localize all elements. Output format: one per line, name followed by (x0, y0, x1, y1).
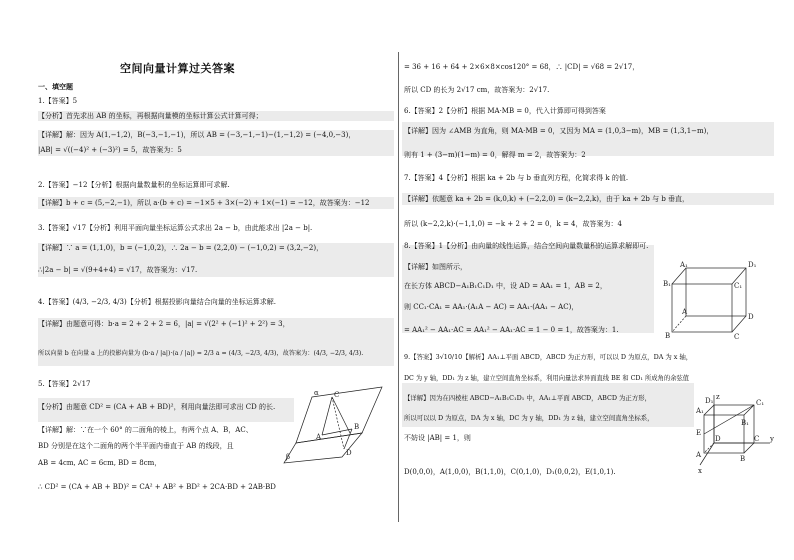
right-line: 则有 1 + (3−m)(1−m) = 0，解得 m = 2，故答案为：2 (404, 151, 586, 159)
right-line: 【详解】如图所示， (404, 263, 467, 271)
fig-label: B₁ (741, 419, 749, 427)
left-line: 【详解】解：因为 A(1,−1,2)，B(−3,−1,−1)，所以 AB = (−3,−1,−1)−(1,−1,2) = (−4,0,−3)， (38, 131, 356, 139)
fig-label: C₁ (756, 399, 765, 407)
fig-label: E (696, 429, 702, 437)
fig-label: y (770, 435, 774, 443)
left-line: ∴|2a − b| = √(9+4+4) = √17，故答案为：√17. (38, 266, 198, 274)
fig-label: A₁ (680, 261, 688, 269)
fig-label: α (314, 389, 319, 397)
prism-figure (696, 395, 776, 475)
fig-label: A₁ (696, 407, 704, 415)
right-line: 9.【答案】3√10/10【解析】AA₁⊥平面 ABCD，ABCD 为正方形，可以以 D 为原点，DA 为 x 轴， (404, 353, 693, 361)
right-line: 【详解】因为 ∠AMB 为直角，则 MA·MB = 0，又因为 MA = (1,0,3−m)，MB = (1,3,1−m)， (404, 127, 714, 135)
right-line: DC 为 y 轴，DD₁ 为 z 轴，建立空间直角坐标系，利用向量法求异面直线 BE 和 CD₁ 所成角的余弦值 (404, 375, 690, 382)
left-line: 【详解】∵ a = (1,1,0)，b = (−1,0,2)，∴ 2a − b = (2,2,0) − (−1,0,2) = (3,2,−2)， (38, 244, 324, 252)
left-line: 1.【答案】5 (38, 97, 78, 105)
right-line: 在长方体 ABCD−A₁B₁C₁D₁ 中，设 AD = AA₁ = 1，AB = 2， (404, 282, 607, 290)
right-line: = AA₁² − AA₁·AC = AA₁² − AA₁·AC = 1 − 0 = 1，故答案为：1. (404, 326, 619, 334)
left-line: 【详解】由题意可得：b·a = 2 + 2 + 2 = 6，|a| = √(2² + (−1)² + 2²) = 3， (38, 320, 290, 328)
fig-label: D₁ (748, 261, 757, 269)
fig-label: x (698, 467, 702, 475)
right-line: 不妨设 |AB| = 1，则 (404, 434, 471, 442)
fig-label: D₁ (705, 397, 714, 405)
right-line: 则 CC₁·CA₁ = AA₁·(A₁A − AC) = AA₁·(AA₁ − AC)， (404, 303, 579, 311)
left-line: 【详解】b + c = (5,−2,−1)，所以 a·(b + c) = −1×5 + 3×(−2) + 1×(−1) = −12，故答案为：−12 (38, 199, 370, 207)
section-heading: 一、填空题 (38, 82, 73, 91)
fig-label: C (734, 333, 740, 341)
right-line: = 36 + 16 + 64 + 2×6×8×cos120° = 68，∴ |CD| = √68 = 2√17， (404, 63, 640, 71)
left-line: 【分析】由题意 CD² = (CA + AB + BD)²，利用向量法即可求出 CD 的长. (38, 403, 276, 411)
fig-label: B₁ (663, 280, 671, 288)
fig-label: z (716, 393, 720, 401)
fig-label: C₁ (734, 282, 743, 290)
right-line: 所以 CD 的长为 2√17 cm，故答案为：2√17. (404, 86, 550, 94)
fig-label: A (682, 308, 688, 316)
dihedral-figure (286, 385, 390, 465)
fig-label: B (665, 332, 671, 340)
right-line: 所以可以以 D 为原点，DA 为 x 轴，DC 为 y 轴，DD₁ 为 z 轴，建立空间直角坐标系， (404, 414, 654, 422)
fig-label: C (754, 435, 760, 443)
column-divider (398, 52, 399, 522)
page-title: 空间向量计算过关答案 (120, 62, 235, 75)
left-line: 【分析】首先求出 AB 的坐标，再根据向量模的坐标计算公式计算可得； (38, 112, 263, 120)
left-line: ∴ CD² = (CA + AB + BD)² = CA² + AB² + BD² + 2CA·BD + 2AB·BD (38, 483, 276, 491)
left-line: 3.【答案】√17【分析】利用平面向量坐标运算公式求出 2a − b，由此能求出 |2a − b|. (38, 224, 313, 232)
right-line: 所以 (k−2,2,k)·(−1,1,0) = −k + 2 + 2 = 0，k = 4，故答案为：4 (404, 220, 622, 228)
fig-label: D (346, 449, 352, 457)
fig-label: B (354, 423, 360, 431)
fig-label: A (316, 433, 322, 441)
fig-label: β (286, 453, 291, 461)
right-line: D(0,0,0)，A(1,0,0)，B(1,1,0)，C(0,1,0)，D₁(0,0,2)，E(1,0,1). (404, 468, 616, 476)
fig-label: B (740, 455, 746, 463)
fig-label: A (696, 451, 702, 459)
fig-label: C (334, 391, 340, 399)
right-line: 6.【答案】2【分析】根据 MA·MB = 0，代入计算即可得到答案 (404, 107, 606, 115)
left-line: 【详解】解：∵在一个 60° 的二面角的棱上，有两个点 A、B，AC、 (38, 426, 253, 434)
right-line: 【详解】依题意 ka + 2b = (k,0,k) + (−2,2,0) = (k−2,2,k)，由于 ka + 2b 与 b 垂直， (404, 195, 690, 203)
left-line: |AB| = √((−4)² + (−3)²) = 5，故答案为：5 (38, 146, 182, 154)
left-line: 所以向量 b 在向量 a 上的投影向量为 (b·a / |a|)·(a / |a|) = 2/3 a = (4/3, −2/3, 4/3)，故答案为：(4/3, −2/3, 4/3). (38, 350, 364, 357)
left-line: 5.【答案】2√17 (38, 380, 91, 388)
left-line: 2.【答案】−12【分析】根据向量数量积的坐标运算即可求解. (38, 181, 230, 189)
cuboid-figure (662, 262, 772, 342)
fig-label: D (748, 313, 754, 321)
right-line: 【详解】因为在四棱柱 ABCD−A₁B₁C₁D₁ 中，AA₁⊥平面 ABCD，ABCD 为正方形， (404, 394, 651, 402)
right-line: 7.【答案】4【分析】根据 ka + 2b 与 b 垂直列方程，化简求得 k 的值. (404, 174, 629, 182)
left-line: BD 分别是在这个二面角的两个半平面内垂直于 AB 的线段，且 (38, 442, 234, 450)
fig-label: D (715, 435, 721, 443)
left-line: 4.【答案】(4/3, −2/3, 4/3)【分析】根据投影向量结合向量的坐标运算求解. (38, 298, 276, 306)
right-line: 8.【答案】1【分析】由向量的线性运算，结合空间向量数量积的运算求解即可. (404, 242, 649, 250)
left-line: AB = 4cm, AC = 6cm, BD = 8cm， (38, 459, 162, 467)
